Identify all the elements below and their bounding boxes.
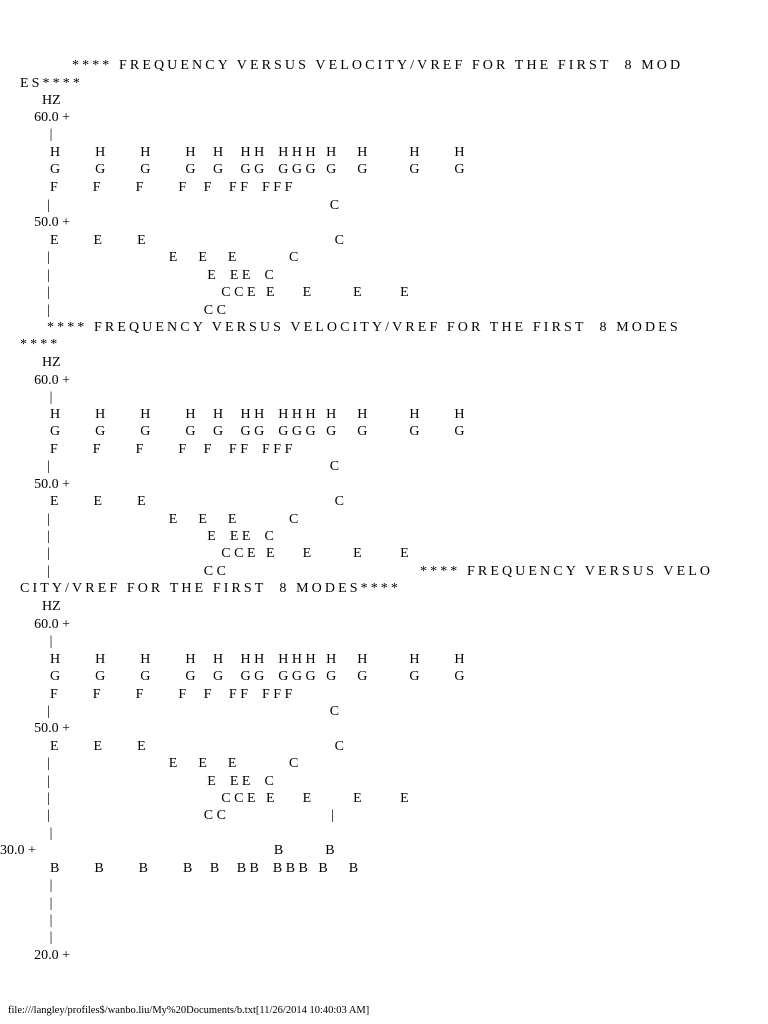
plot-text-line: | E E E C bbox=[47, 529, 274, 544]
plot-text-line: E E E C bbox=[50, 233, 344, 248]
plot-text-line: G G G G G G G G G G G G G G bbox=[50, 424, 465, 439]
plot-text-line: | C C bbox=[47, 564, 226, 579]
plot-text-line: | E E E C bbox=[47, 774, 274, 789]
plot-text-line: | bbox=[49, 634, 53, 649]
plot-text-line: | bbox=[49, 930, 53, 945]
plot-text-line: G G G G G G G G G G G G G G bbox=[50, 162, 465, 177]
plot-text-line: E E E C bbox=[50, 494, 344, 509]
plot-text-line: **** FREQUENCY VERSUS VELO bbox=[420, 564, 714, 579]
plot-text-line: **** FREQUENCY VERSUS VELOCITY/VREF FOR THE FIRST 8 MOD bbox=[72, 58, 684, 73]
plot-text-line: HZ bbox=[42, 599, 61, 614]
plot-text-line: 60.0 + bbox=[34, 617, 70, 632]
plot-text-line: | bbox=[49, 390, 53, 405]
plot-text-line: H H H H H H H H H H H H H H bbox=[50, 652, 465, 667]
plot-text-line: | C C E E E E E bbox=[47, 791, 409, 806]
plot-text-line: | C C E E E E E bbox=[47, 546, 409, 561]
plot-text-line: | C C bbox=[47, 303, 226, 318]
plot-text-line: B B B B B B B B B B B B bbox=[50, 861, 359, 876]
plot-text-line: | C bbox=[47, 198, 340, 213]
plot-text-line: **** FREQUENCY VERSUS VELOCITY/VREF FOR THE FIRST 8 MODES bbox=[47, 320, 681, 335]
plot-text-line: 30.0 + B B bbox=[0, 843, 335, 858]
plot-text-line: | E E E C bbox=[47, 268, 274, 283]
plot-text-line: | bbox=[49, 127, 53, 142]
plot-text-line: | E E E C bbox=[47, 250, 299, 265]
plot-text-line: 20.0 + bbox=[34, 948, 70, 963]
plot-text-line: | E E E C bbox=[47, 512, 299, 527]
plot-text-line: | C C E E E E E bbox=[47, 285, 409, 300]
file-path-footer: file:///langley/profiles$/wanbo.liu/My%20Documents/b.txt[11/26/2014 10:40:03 AM] bbox=[8, 1005, 370, 1016]
plot-text-line: | C bbox=[47, 704, 340, 719]
plot-text-line: 60.0 + bbox=[34, 373, 70, 388]
plot-text-line: | C C | bbox=[47, 808, 334, 823]
plot-text-line: | bbox=[49, 826, 53, 841]
plot-text-line: | C bbox=[47, 459, 340, 474]
plot-text-line: HZ bbox=[42, 355, 61, 370]
plot-text-line: F F F F F F F F F F bbox=[50, 687, 293, 702]
plot-text-line: H H H H H H H H H H H H H H bbox=[50, 145, 465, 160]
plot-text-line: HZ bbox=[42, 93, 61, 108]
plot-text-line: CITY/VREF FOR THE FIRST 8 MODES**** bbox=[20, 581, 402, 596]
plot-text-line: | bbox=[49, 878, 53, 893]
plot-text-line: F F F F F F F F F F bbox=[50, 442, 293, 457]
plot-text-line: **** bbox=[20, 337, 61, 352]
plot-text-line: | bbox=[49, 913, 53, 928]
plot-text-line: | E E E C bbox=[47, 756, 299, 771]
plot-text-line: 50.0 + bbox=[34, 215, 70, 230]
plot-text-line: E E E C bbox=[50, 739, 344, 754]
plot-text-line: H H H H H H H H H H H H H H bbox=[50, 407, 465, 422]
plot-text-line: | bbox=[49, 896, 53, 911]
plot-text-line: 50.0 + bbox=[34, 721, 70, 736]
plot-text-line: 60.0 + bbox=[34, 110, 70, 125]
plot-text-line: 50.0 + bbox=[34, 477, 70, 492]
plot-text-line: G G G G G G G G G G G G G G bbox=[50, 669, 465, 684]
plot-text-line: F F F F F F F F F F bbox=[50, 180, 293, 195]
plot-text-line: ES**** bbox=[20, 76, 83, 91]
